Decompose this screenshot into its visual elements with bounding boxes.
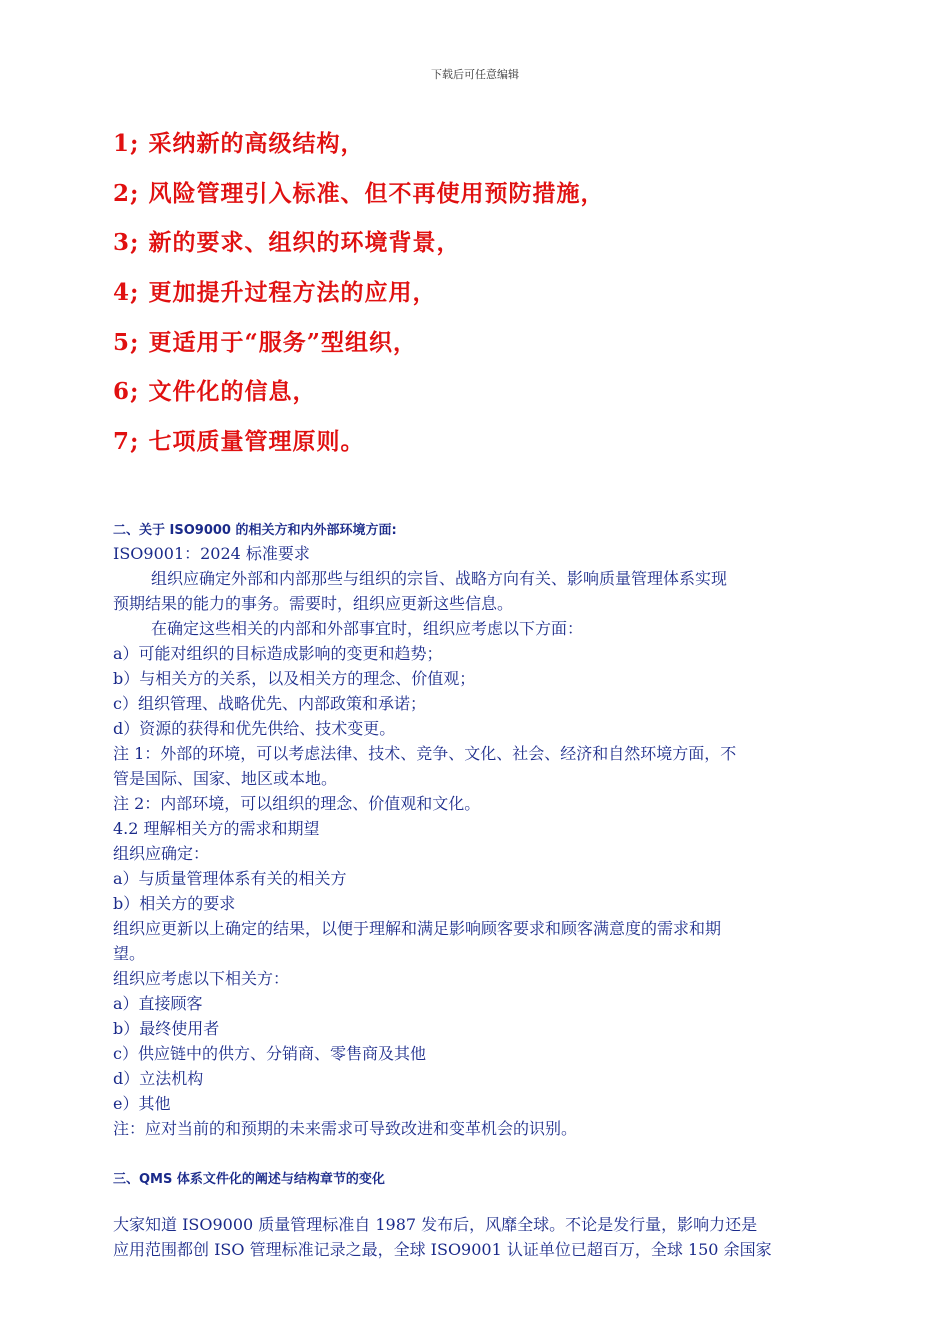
paragraph-line: 在确定这些相关的内部和外部事宜时，组织应考虑以下方面：: [151, 619, 584, 638]
paragraph-line: b）相关方的要求: [113, 894, 236, 913]
paragraph-line: d）资源的获得和优先供给、技术变更。: [113, 719, 396, 738]
section-2-body: [113, 541, 858, 1141]
paragraph-line: d）立法机构: [113, 1069, 204, 1088]
paragraph-line: 大家知道 ISO9000 质量管理标准自 1987 发布后，风靡全球。不论是发行量，影响力还是: [113, 1215, 758, 1234]
page-header-note: 下载后可任意编辑: [431, 68, 519, 81]
paragraph-line: 预期结果的能力的事务。需要时，组织应更新这些信息。: [113, 594, 514, 613]
paragraph-line: b）与相关方的关系，以及相关方的理念、价值观；: [113, 669, 476, 688]
section-2-title: 二、关于 ISO9000 的相关方和内外部环境方面:: [113, 523, 397, 538]
key-change-item: 7; 七项质量管理原则。: [113, 428, 365, 456]
section-3-body: [113, 1212, 858, 1262]
paragraph-line: 组织应确定：: [113, 844, 210, 863]
paragraph-line: 望。: [113, 944, 146, 963]
key-change-item: 3; 新的要求、组织的环境背景，: [113, 229, 461, 257]
key-change-item: 4; 更加提升过程方法的应用，: [113, 279, 437, 307]
paragraph-line: c）组织管理、战略优先、内部政策和承诺；: [113, 694, 426, 713]
key-change-item: 2; 风险管理引入标准、但不再使用预防措施，: [113, 179, 605, 207]
paragraph-line: 组织应考虑以下相关方：: [113, 969, 290, 988]
paragraph-line: 注 1：外部的环境，可以考虑法律、技术、竞争、文化、社会、经济和自然环境方面，不: [113, 744, 737, 763]
paragraph-line: ISO9001：2024 标准要求: [113, 544, 310, 563]
paragraph-line: b）最终使用者: [113, 1019, 220, 1038]
paragraph-line: c）供应链中的供方、分销商、零售商及其他: [113, 1044, 426, 1063]
paragraph-line: 组织应确定外部和内部那些与组织的宗旨、战略方向有关、影响质量管理体系实现: [151, 569, 728, 588]
section-3-title: 三、QMS 体系文件化的阐述与结构章节的变化: [113, 1172, 385, 1187]
paragraph-line: a）可能对组织的目标造成影响的变更和趋势；: [113, 644, 443, 663]
paragraph-line: 4.2 理解相关方的需求和期望: [113, 819, 320, 838]
key-changes-list: [113, 124, 873, 472]
key-change-item: 6; 文件化的信息，: [113, 378, 317, 406]
paragraph-line: e）其他: [113, 1094, 171, 1113]
paragraph-line: 组织应更新以上确定的结果，以便于理解和满足影响顾客要求和顾客满意度的需求和期: [113, 919, 722, 938]
paragraph-line: a）直接顾客: [113, 994, 203, 1013]
key-change-item: 5; 更适用于“服务”型组织，: [113, 328, 417, 356]
paragraph-line: a）与质量管理体系有关的相关方: [113, 869, 347, 888]
key-change-item: 1; 采纳新的高级结构，: [113, 130, 365, 157]
paragraph-line: 注 2：内部环境，可以组织的理念、价值观和文化。: [113, 794, 481, 813]
paragraph-line: 管是国际、国家、地区或本地。: [113, 769, 338, 788]
paragraph-line: 注：应对当前的和预期的未来需求可导致改进和变革机会的识别。: [113, 1119, 578, 1138]
paragraph-line: 应用范围都创 ISO 管理标准记录之最，全球 ISO9001 认证单位已超百万，全球 150 余国家: [113, 1240, 772, 1259]
